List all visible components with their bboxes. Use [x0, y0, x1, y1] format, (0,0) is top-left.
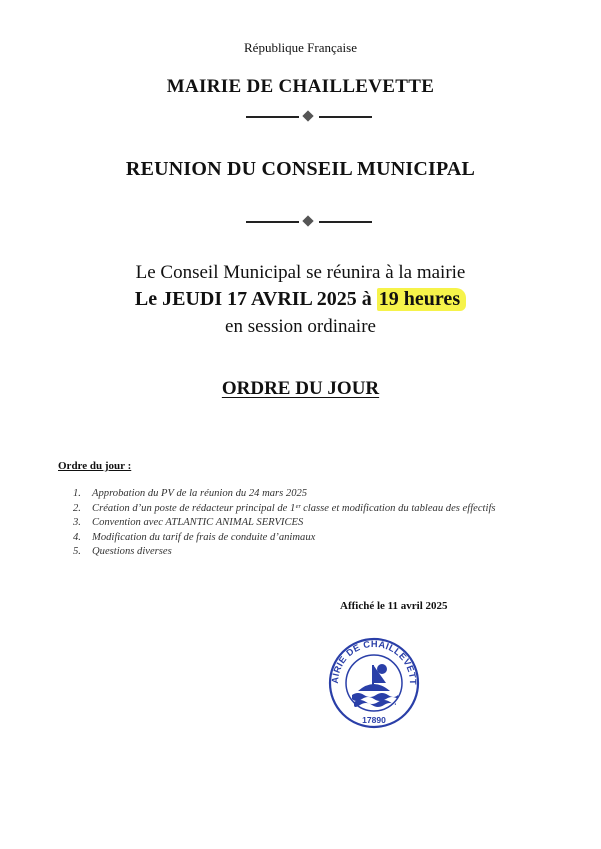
town-hall-stamp	[326, 633, 422, 729]
mayor-office-title: MAIRIE DE CHAILLEVETTE	[166, 76, 435, 97]
stamp-postal-code: 17890	[362, 715, 386, 725]
agenda-item: 1. Approbation du PV de la réunion du 24 mars 2025	[73, 488, 308, 499]
posted-date: Affiché le 11 avril 2025	[340, 600, 448, 612]
agenda-item: 3. Convention avec ATLANTIC ANIMAL SERVICES	[73, 517, 304, 528]
agenda-heading: Ordre du jour :	[58, 460, 132, 472]
ornament-divider	[246, 216, 372, 228]
diamond-icon	[302, 110, 313, 121]
session-type: en session ordinaire	[225, 316, 376, 337]
country-label: République Française	[244, 40, 357, 55]
diamond-icon	[302, 215, 313, 226]
notice-intro: Le Conseil Municipal se réunira à la mairie	[135, 262, 466, 283]
meeting-date-line	[0, 288, 601, 311]
agenda-item: 5. Questions diverses	[73, 546, 172, 557]
stamp-text-top: AIRIE DE CHAILLEVETT	[329, 638, 419, 686]
agenda-item: 4. Modification du tarif de frais de conduite d’animaux	[73, 531, 316, 543]
ornament-divider	[246, 111, 372, 123]
meeting-title: REUNION DU CONSEIL MUNICIPAL	[125, 158, 476, 180]
agenda-list	[73, 488, 496, 561]
agenda-title: ORDRE DU JOUR	[221, 378, 380, 399]
meeting-date: Le JEUDI 17 AVRIL 2025 à	[134, 288, 377, 310]
meeting-time-highlight: 19 heures	[377, 288, 466, 311]
agenda-item: 2. Création d’un poste de rédacteur principal de 1ᵉʳ classe et modification du tableau des effectifs	[73, 502, 496, 514]
